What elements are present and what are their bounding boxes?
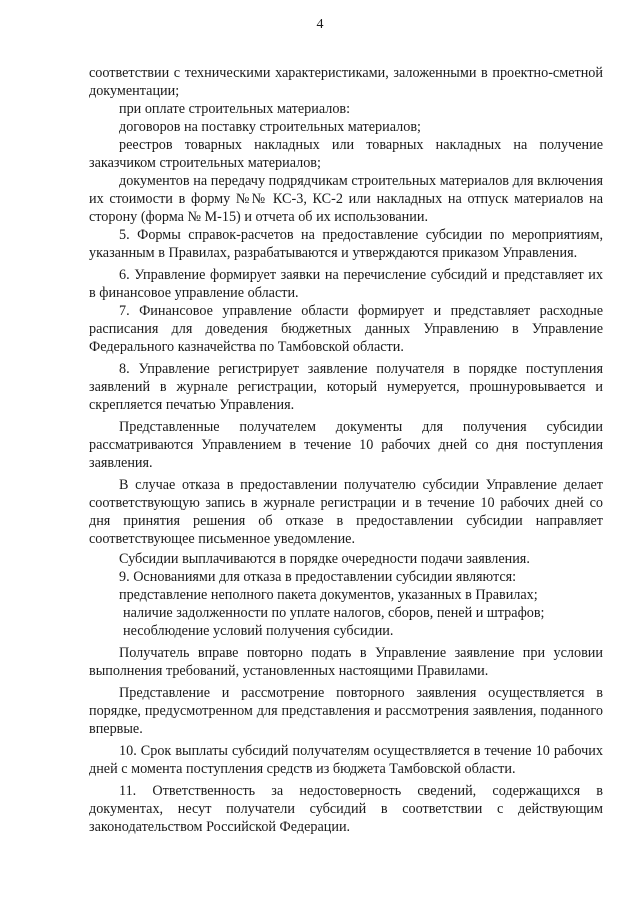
paragraph: 11. Ответственность за недостоверность сведений, содержащихся в документах, несут получатели субсидий в соответствии с действующим законодательством Российской Федерации. xyxy=(89,783,603,835)
paragraph: 6. Управление формирует заявки на перечисление субсидий и представляет их в финансовое управление области. xyxy=(89,267,603,301)
paragraph: 8. Управление регистрирует заявление получателя в порядке поступления заявлений в журнале регистрации, который нумеруется, прошнуровывается и скрепляется печатью Управления. xyxy=(89,361,603,413)
paragraph: Субсидии выплачиваются в порядке очередности подачи заявления. xyxy=(119,551,530,567)
paragraph: при оплате строительных материалов: xyxy=(119,101,351,117)
paragraph: 10. Срок выплаты субсидий получателям осуществляется в течение 10 рабочих дней с момента поступления средств из бюджета Тамбовской области. xyxy=(89,743,603,777)
document-body xyxy=(89,64,603,836)
paragraph: Получатель вправе повторно подать в Управление заявление при условии выполнения требований, установленных настоящими Правилами. xyxy=(89,645,603,679)
paragraph: соответствии с техническими характеристиками, заложенными в проектно-сметной документации; xyxy=(89,65,603,99)
paragraph: В случае отказа в предоставлении получателю субсидии Управление делает соответствующую запись в журнале регистрации и в течение 10 рабочих дней со дня принятия решения об отказе в предоставлении субсидии направляет соответствующее письменное уведомление. xyxy=(89,477,603,547)
page-number: 4 xyxy=(316,17,324,32)
paragraph: 7. Финансовое управление области формирует и представляет расходные расписания для доведения бюджетных данных Управлению в Управление Федерального казначейства по Тамбовской области. xyxy=(89,303,603,355)
paragraph: 9. Основаниями для отказа в предоставлении субсидии являются: xyxy=(119,569,517,585)
paragraph: несоблюдение условий получения субсидии. xyxy=(123,623,394,639)
paragraph: Представление и рассмотрение повторного заявления осуществляется в порядке, предусмотренном для представления и рассмотрения заявления, поданного впервые. xyxy=(89,685,603,737)
paragraph: реестров товарных накладных или товарных накладных на получение заказчиком строительных материалов; xyxy=(89,137,603,171)
paragraph: документов на передачу подрядчикам строительных материалов для включения их стоимости в форму №№ КС-3, КС-2 или накладных на отпуск материалов на сторону (форма № М-15) и отчета об их использовании. xyxy=(89,173,603,225)
paragraph: представление неполного пакета документов, указанных в Правилах; xyxy=(119,587,538,603)
paragraph: наличие задолженности по уплате налогов, сборов, пеней и штрафов; xyxy=(123,605,545,621)
paragraph: Представленные получателем документы для получения субсидии рассматриваются Управлением в течение 10 рабочих дней со дня поступления заявления. xyxy=(89,419,603,471)
paragraph: договоров на поставку строительных материалов; xyxy=(119,119,421,135)
paragraph: 5. Формы справок-расчетов на предоставление субсидии по мероприятиям, указанным в Правилах, разрабатываются и утверждаются приказом Управления. xyxy=(89,227,603,261)
